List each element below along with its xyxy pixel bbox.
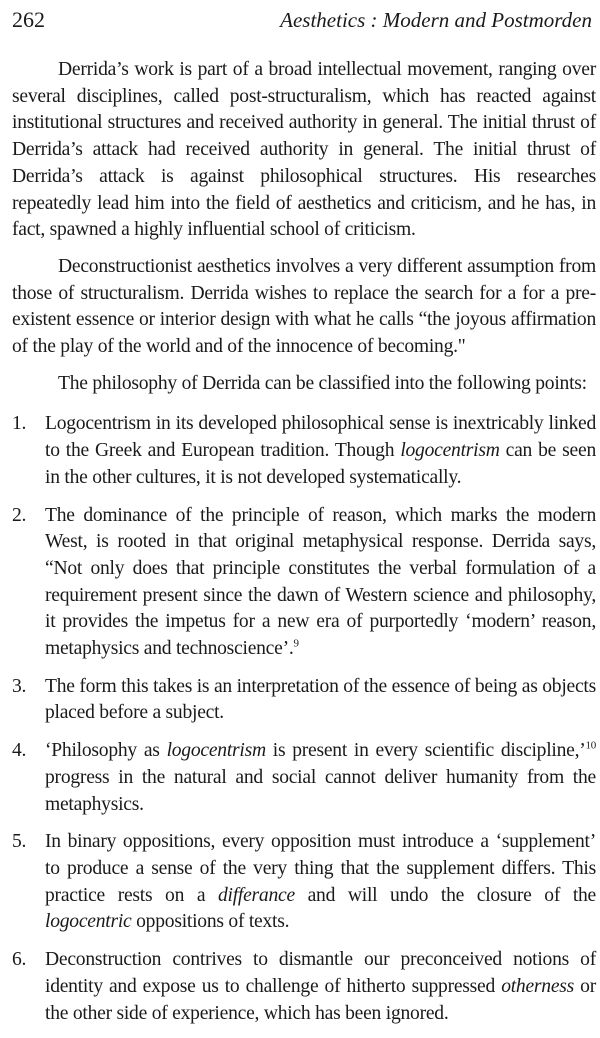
- emphasis-text: logocentric: [45, 911, 132, 933]
- emphasis-text: otherness: [501, 975, 575, 997]
- list-item-text: In binary oppositions, every opposition must introduce a ‘supplement’ to produce a sense of the very thing that the supplement differs. This practice rests on a: [45, 831, 596, 906]
- list-item-number: 2.: [12, 504, 27, 526]
- list-item-number: 3.: [12, 675, 27, 697]
- list-item-text: is present in every scientific discipline,’: [265, 740, 586, 762]
- list-item-philosophy-as-logocentrism: [12, 738, 596, 818]
- list-item-text: and will undo the closure of the: [294, 884, 597, 906]
- running-title: Aesthetics : Modern and Postmorden: [280, 8, 592, 32]
- paragraph-classification-intro: The philosophy of Derrida can be classified into the following points:: [58, 372, 587, 394]
- list-item-number: 5.: [12, 831, 27, 853]
- list-item-text: oppositions of texts.: [131, 911, 290, 933]
- list-item-text: The dominance of the principle of reason, which marks the modern West, is rooted in that original metaphysical response. Derrida says, “Not only does that principle constitutes the verbal formulation of a requirement present since the dawn of Western science and philosophy, it provides the impetus for a new era of purportedly ‘modern’ reason, metaphysics and technoscience’.: [45, 504, 596, 660]
- emphasis-text: differance: [217, 884, 295, 906]
- numbered-points-list: [12, 411, 596, 1027]
- list-item-number: 6.: [12, 949, 27, 971]
- emphasis-text: logocentrism: [400, 440, 500, 462]
- list-item-number: 4.: [12, 740, 27, 762]
- paragraph-post-structuralism: Derrida’s work is part of a broad intellectual movement, ranging over several disciplines, called post-structuralism, which has reacted against institutional structures and received authority in general. The initial thrust of Derrida’s attack had received authority in general. The initial thrust of Derrida’s attack is against philosophical structures. His researches repeatedly lead him into the field of aesthetics and criticism, and he has, in fact, spawned a highly influential school of criticism.: [12, 59, 596, 241]
- list-item-text: The form this takes is an interpretation of the essence of being as objects placed before a subject.: [45, 675, 596, 724]
- list-item-text: Deconstruction contrives to dismantle our preconceived notions of identity and expose us to challenge of hitherto suppressed: [45, 949, 596, 997]
- list-item-text: Logocentrism in its developed philosophical sense is inextricably linked to the Greek and European tradition. Though: [45, 413, 596, 462]
- page-number: 262: [12, 7, 45, 32]
- list-item-text: or the other side of experience, which has been ignored.: [45, 975, 596, 1024]
- list-item-deconstruction: [12, 947, 596, 1027]
- list-item-text: progress in the natural and social cannot deliver humanity from the metaphysics.: [45, 766, 596, 815]
- paragraph-deconstructionist-aesthetics: Deconstructionist aesthetics involves a very different assumption from those of structuralism. Derrida wishes to replace the search for a for a pre-existent essence or interior design with what he calls “the joyous affirmation of the play of the world and of the innocence of becoming.": [12, 255, 596, 358]
- emphasis-text: logocentrism: [166, 740, 266, 762]
- list-item-binary-oppositions: [12, 829, 596, 936]
- list-item-number: 1.: [12, 413, 27, 435]
- list-item-logocentrism: [12, 411, 596, 491]
- page-header: [12, 4, 592, 36]
- list-item-text: can be seen in the other cultures, it is not developed systematically.: [45, 440, 596, 488]
- footnote-reference: 9: [293, 637, 299, 650]
- list-item-principle-of-reason: [12, 503, 596, 663]
- list-item-essence-of-being: [12, 674, 596, 727]
- footnote-reference: 10: [585, 739, 596, 752]
- list-item-text: ‘Philosophy as: [45, 740, 167, 762]
- page-body: [12, 57, 596, 1038]
